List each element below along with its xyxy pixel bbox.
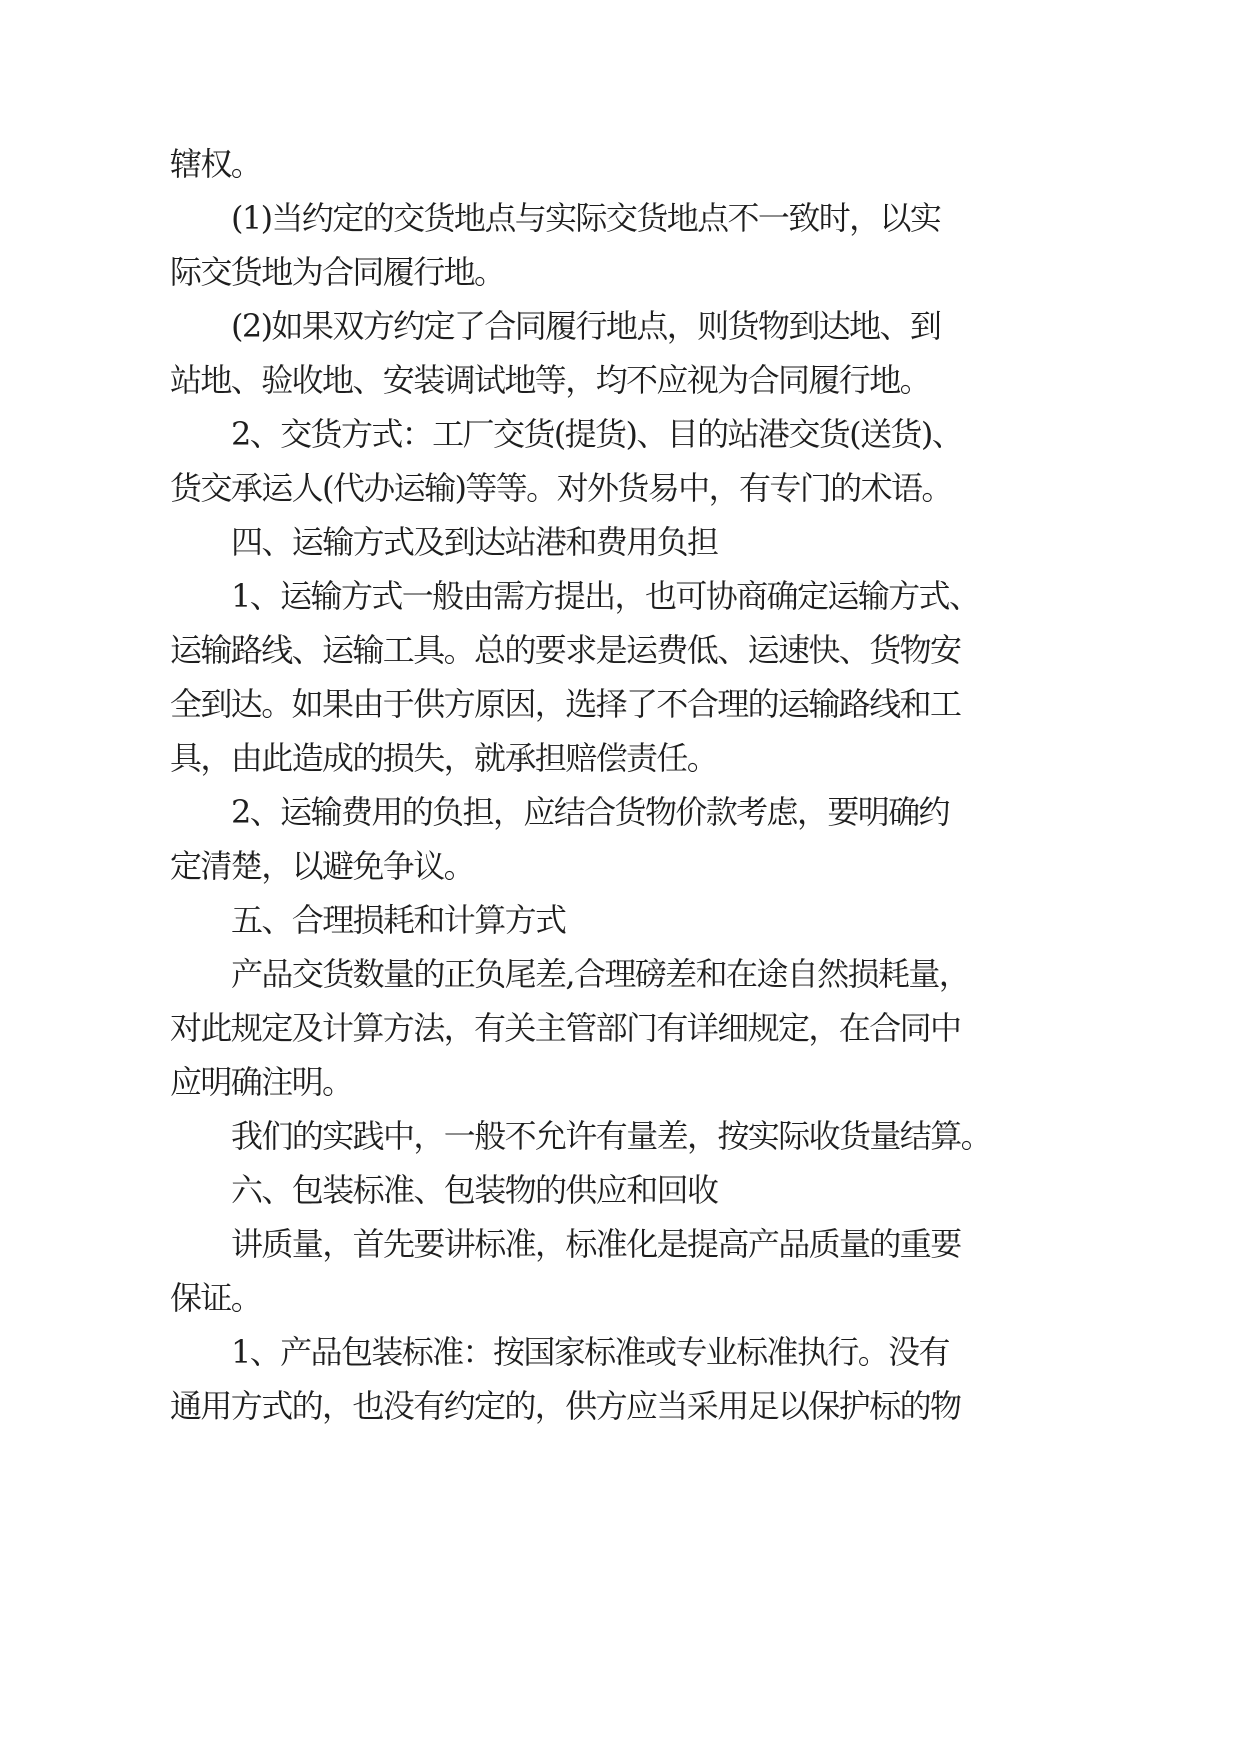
text-line: 我们的实践中，一般不允许有量差，按实际收货量结算。 [231,1117,992,1155]
text-line: 2、运输费用的负担，应结合货物价款考虑，要明确约 [231,793,949,831]
text-line: 产品交货数量的正负尾差,合理磅差和在途自然损耗量， [231,955,970,993]
text-line: 全到达。如果由于供方原因，选择了不合理的运输路线和工 [170,685,961,723]
text-line: 站地、验收地、安装调试地等，均不应视为合同履行地。 [170,361,931,399]
text-line: (1)当约定的交货地点与实际交货地点不一致时，以实 [231,199,941,237]
text-line: 运输路线、运输工具。总的要求是运费低、运速快、货物安 [170,631,961,669]
text-line: 1、产品包装标准：按国家标准或专业标准执行。没有 [231,1333,949,1371]
text-line: 定清楚，以避免争议。 [170,847,475,885]
section-heading: 六、包装标准、包装物的供应和回收 [231,1171,718,1209]
text-line: (2)如果双方约定了合同履行地点，则货物到达地、到 [231,307,941,345]
text-line: 保证。 [170,1279,262,1317]
section-heading: 五、合理损耗和计算方式 [231,901,566,939]
text-line: 通用方式的，也没有约定的，供方应当采用足以保护标的物 [170,1387,961,1425]
text-line: 应明确注明。 [170,1063,353,1101]
text-line: 际交货地为合同履行地。 [170,253,505,291]
text-line: 1、运输方式一般由需方提出，也可协商确定运输方式、 [231,577,980,615]
text-line: 2、交货方式：工厂交货(提货)、目的站港交货(送货)、 [231,415,963,453]
text-line: 具，由此造成的损失，就承担赔偿责任。 [170,739,718,777]
text-line: 对此规定及计算方法，有关主管部门有详细规定，在合同中 [170,1009,961,1047]
text-line: 货交承运人(代办运输)等等。对外货易中，有专门的术语。 [170,469,952,507]
section-heading: 四、运输方式及到达站港和费用负担 [231,523,718,561]
text-line: 讲质量，首先要讲标准，标准化是提高产品质量的重要 [231,1225,961,1263]
text-line: 辖权。 [170,145,262,183]
